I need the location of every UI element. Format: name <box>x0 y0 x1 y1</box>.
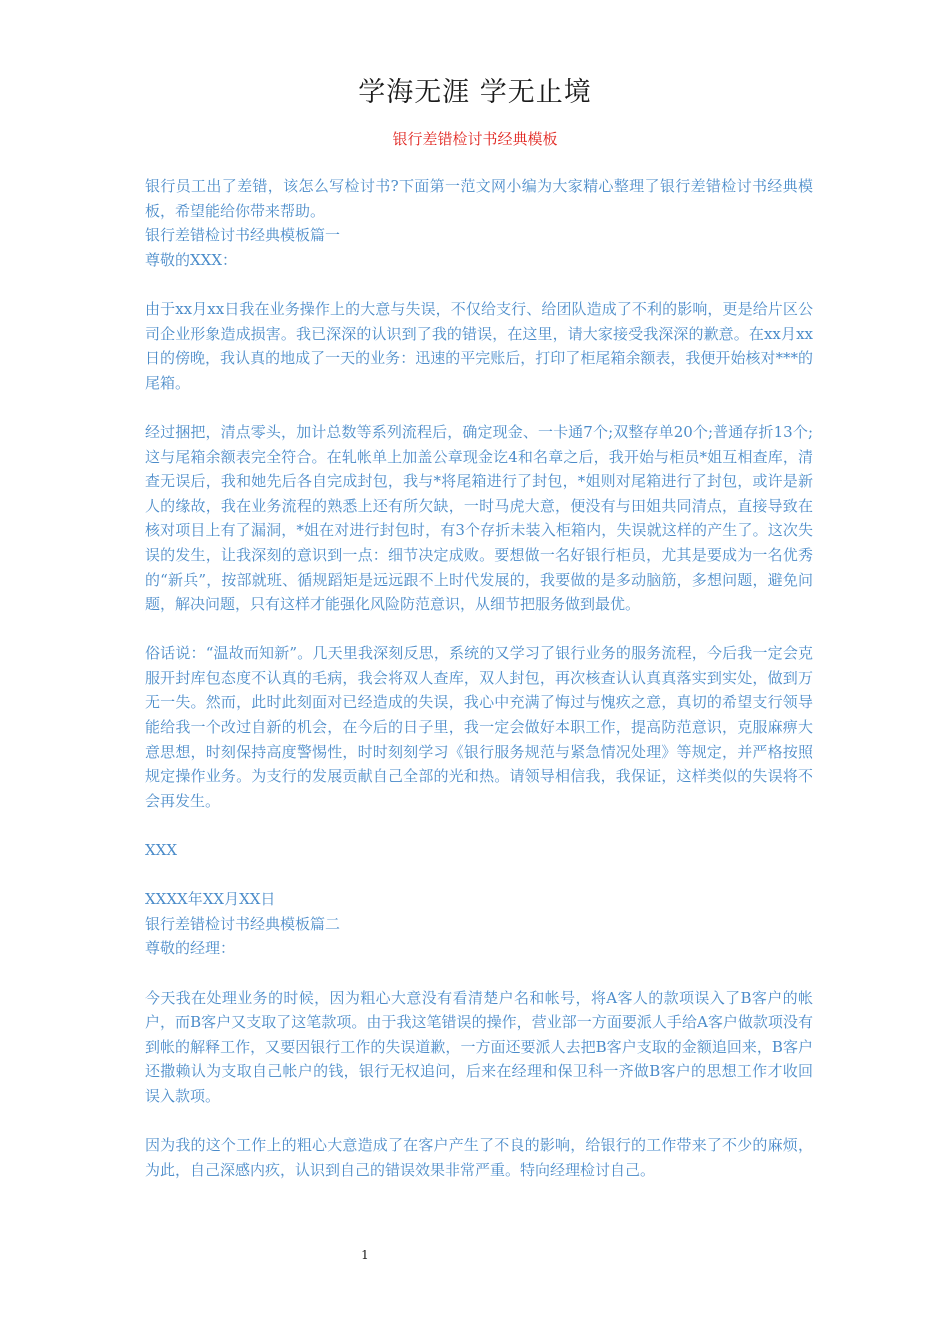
intro-paragraph: 银行员工出了差错，该怎么写检讨书?下面第一范文网小编为大家精心整理了银行差错检讨书经典模板，希望能给你带来帮助。 <box>145 177 813 220</box>
part1-paragraph: 由于xx月xx日我在业务操作上的大意与失误，不仅给支行、给团队造成了不利的影响，更是给片区公司企业形象造成损害。我已深深的认识到了我的错误，在这里，请大家接受我深深的歉意。在xx月xx日的傍晚，我认真的地成了一天的业务：迅速的平完账后，打印了柜尾箱余额表，我便开始核对***的尾箱。 <box>145 299 813 392</box>
part1-signature: XXX <box>145 841 178 860</box>
part1-heading: 银行差错检讨书经典模板篇一 <box>145 226 341 245</box>
part1-salutation: 尊敬的XXX： <box>145 250 238 269</box>
document-body <box>145 174 813 1182</box>
part2-paragraph: 今天我在处理业务的时候，因为粗心大意没有看清楚户名和帐号，将A客人的款项误入了B客户的帐户，而B客户又支取了这笔款项。由于我这笔错误的操作，营业部一方面要派人手给A客户做款项没有到帐的解释工作，又要因银行工作的失误道歉，一方面还要派人去把B客户支取的金额追回来，B客户还撒赖认为支取自己帐户的钱，银行无权追问，后来在经理和保卫科一齐做B客户的思想工作才收回误入款项。 <box>145 988 813 1105</box>
header-title: 学海无涯 学无止境 <box>358 77 592 108</box>
part2-paragraph: 因为我的这个工作上的粗心大意造成了在客户产生了不良的影响，给银行的工作带来了不少的麻烦，为此，自己深感内疚，认识到自己的错误效果非常严重。特向经理检讨自己。 <box>145 1136 813 1179</box>
page-number: 1 <box>361 1248 369 1262</box>
part2-heading: 银行差错检讨书经典模板篇二 <box>145 914 341 933</box>
part1-date: XXXX年XX月XX日 <box>145 890 276 909</box>
part1-paragraph: 俗话说：“温故而知新”。几天里我深刻反思，系统的又学习了银行业务的服务流程，今后我一定会克服开封库包态度不认真的毛病，我会将双人查库，双人封包，再次核查认认真真落实到实处，做到万无一失。然而，此时此刻面对已经造成的失误，我心中充满了悔过与愧疚之意，真切的希望支行领导能给我一个改过自新的机会，在今后的日子里，我一定会做好本职工作，提高防范意识，克服麻痹大意思想，时刻保持高度警惕性，时时刻刻学习《银行服务规范与紧急情况处理》等规定，并严格按照规定操作业务。为支行的发展贡献自己全部的光和热。请领导相信我，我保证，这样类似的失误将不会再发生。 <box>145 644 813 810</box>
document-title: 银行差错检讨书经典模板 <box>392 130 558 148</box>
part2-salutation: 尊敬的经理： <box>145 939 236 958</box>
part1-paragraph: 经过捆把，清点零头，加计总数等系列流程后，确定现金、一卡通7个;双整存单20个;普通存折13个;这与尾箱余额表完全符合。在轧帐单上加盖公章现金讫4和名章之后，我开始与柜员*姐互相查库，清查无误后，我和她先后各自完成封包，我与*将尾箱进行了封包，*姐则对尾箱进行了封包，或许是新人的缘故，我在业务流程的熟悉上还有所欠缺，一时马虎大意，便没有与田姐共同清点，直接导致在核对项目上有了漏洞，*姐在对进行封包时，有3个存折未装入柜箱内，失误就这样的产生了。这次失误的发生，让我深刻的意识到一点：细节决定成败。要想做一名好银行柜员，尤其是要成为一名优秀的“新兵”，按部就班、循规蹈矩是远远跟不上时代发展的，我要做的是多动脑筋，多想问题，避免问题，解决问题，只有这样才能强化风险防范意识，从细节把服务做到最优。 <box>145 422 813 614</box>
